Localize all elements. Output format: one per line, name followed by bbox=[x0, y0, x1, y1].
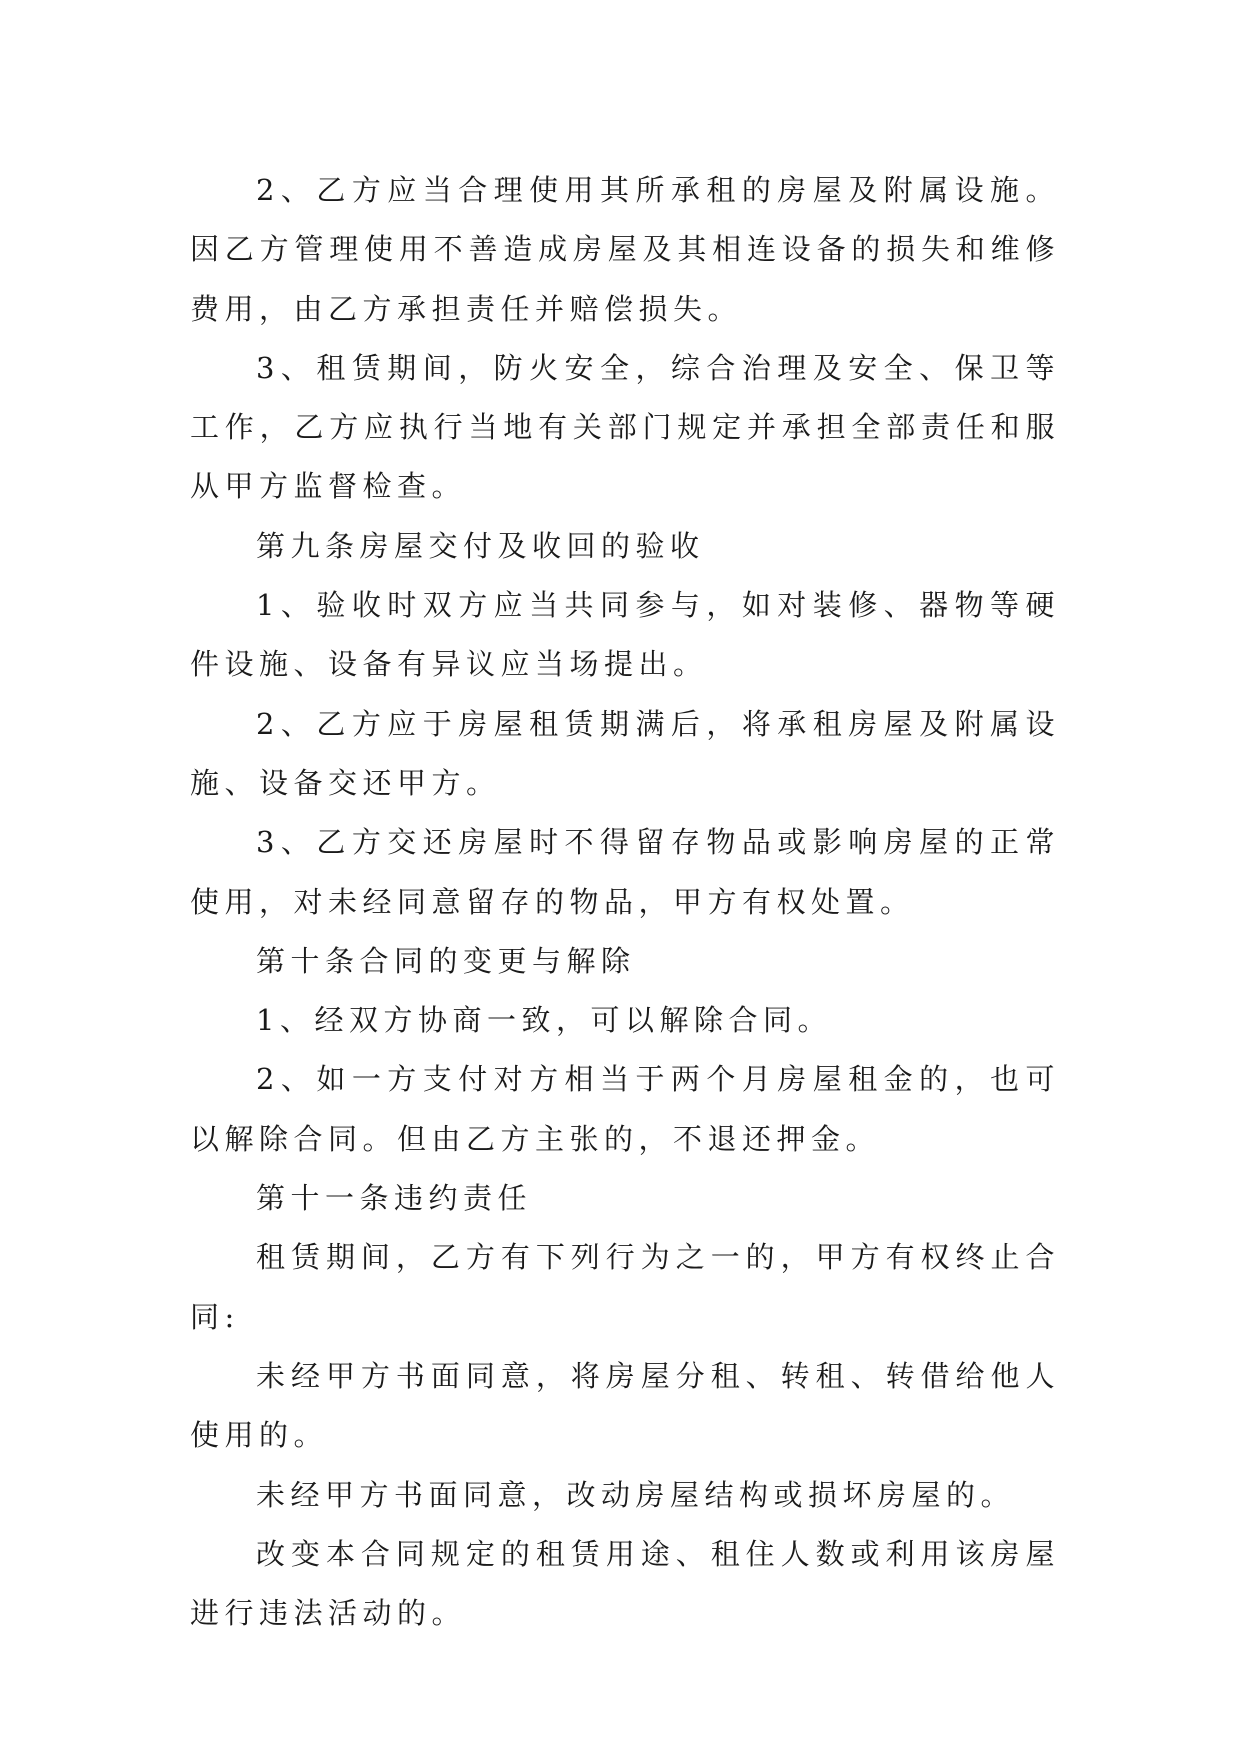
paragraph: 1、验收时双方应当共同参与，如对装修、器物等硬件设施、设备有异议应当场提出。 bbox=[190, 588, 1060, 682]
paragraph: 改变本合同规定的租赁用途、租住人数或利用该房屋进行违法活动的。 bbox=[190, 1536, 1060, 1631]
paragraph: 2、乙方应当合理使用其所承租的房屋及附属设施。因乙方管理使用不善造成房屋及其相连设备的损失和维修费用，由乙方承担责任并赔偿损失。 bbox=[190, 173, 1060, 326]
section-heading: 第十一条违约责任 bbox=[256, 1181, 533, 1216]
paragraph: 1、经双方协商一致，可以解除合同。 bbox=[256, 1003, 832, 1038]
section-heading: 第十条合同的变更与解除 bbox=[256, 943, 636, 978]
paragraph: 2、乙方应于房屋租赁期满后，将承租房屋及附属设施、设备交还甲方。 bbox=[190, 706, 1060, 800]
paragraph: 未经甲方书面同意，改动房屋结构或损坏房屋的。 bbox=[256, 1477, 1016, 1512]
paragraph: 租赁期间，乙方有下列行为之一的，甲方有权终止合同: bbox=[190, 1240, 1060, 1334]
document-body bbox=[190, 161, 1060, 1643]
paragraph: 3、租赁期间，防火安全，综合治理及安全、保卫等工作，乙方应执行当地有关部门规定并承担全部责任和服从甲方监督检查。 bbox=[190, 350, 1060, 504]
paragraph: 未经甲方书面同意，将房屋分租、转租、转借给他人使用的。 bbox=[190, 1358, 1060, 1453]
paragraph: 3、乙方交还房屋时不得留存物品或影响房屋的正常使用，对未经同意留存的物品，甲方有权处置。 bbox=[190, 825, 1060, 919]
section-heading: 第九条房屋交付及收回的验收 bbox=[256, 528, 705, 563]
paragraph: 2、如一方支付对方相当于两个月房屋租金的，也可以解除合同。但由乙方主张的，不退还押金。 bbox=[190, 1062, 1060, 1156]
